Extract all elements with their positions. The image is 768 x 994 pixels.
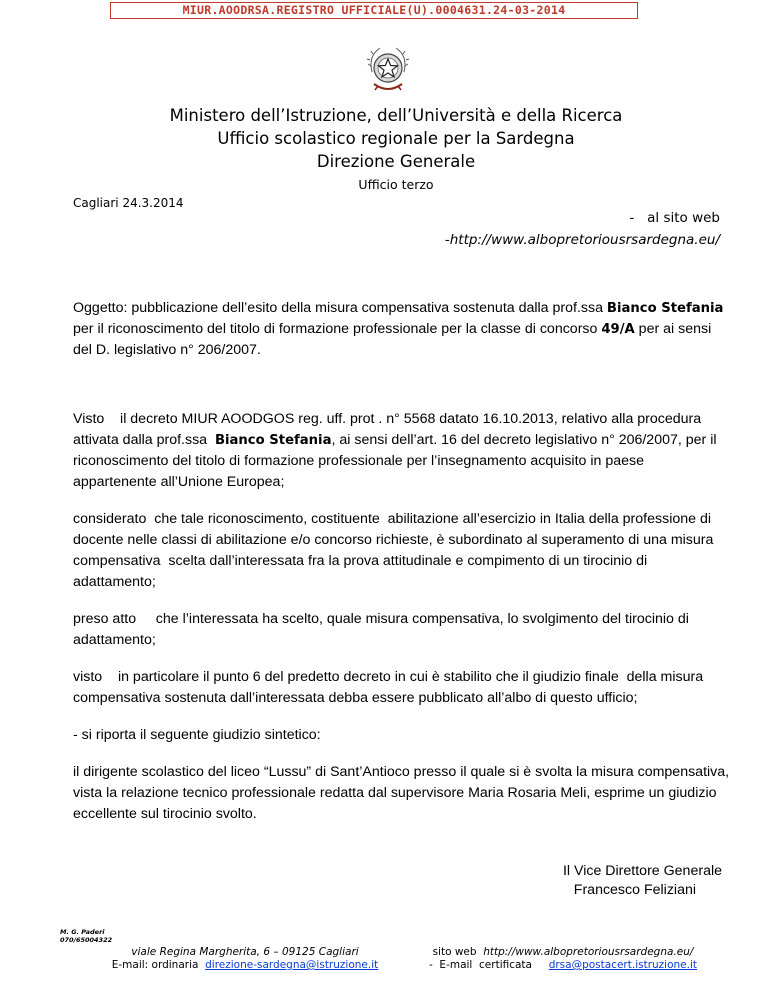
pec-label: - E-mail certificata: [428, 959, 549, 971]
recipient-block: [445, 207, 720, 251]
riporta-paragraph: - si riporta il seguente giudizio sintetico:: [73, 727, 321, 743]
signatory-name: Francesco Feliziani: [573, 882, 696, 898]
email-line: [80, 959, 410, 972]
email-label: E-mail: ordinaria: [111, 959, 206, 971]
republic-emblem-icon: [366, 42, 410, 96]
signature-block: [563, 862, 722, 900]
visto-person-name: Bianco Stefania: [214, 433, 332, 448]
pec-email-link[interactable]: drsa@postacert.istruzione.it: [548, 959, 698, 971]
footer-contacts-right: [408, 946, 718, 972]
footer-contacts-left: [80, 946, 410, 972]
drafter-phone: 070/65004322: [60, 936, 113, 944]
website-label: sito web: [432, 946, 484, 958]
pec-line: [408, 959, 718, 972]
ministry-name: Ministero dell’Istruzione, dell’Università e della Ricerca: [169, 106, 623, 125]
subject-paragraph: [73, 298, 733, 361]
website-link[interactable]: http://www.albopretoriousrsardegna.eu/: [483, 946, 694, 958]
recipient-url[interactable]: http://www.albopretoriousrsardegna.eu/: [449, 232, 720, 248]
preso-atto-paragraph: preso atto che l’interessata ha scelto, quale misura compensativa, lo svolgimento del tirocinio di adattamento;: [73, 611, 693, 648]
letterhead: [0, 104, 768, 192]
subject-text: Oggetto: pubblicazione dell’esito della misura compensativa sostenuta dalla prof.ssa: [73, 300, 607, 316]
subject-text-continued: per il riconoscimento del titolo di formazione professionale per la classe di concorso: [73, 321, 602, 337]
visto-punto6-paragraph: visto in particolare il punto 6 del predetto decreto in cui è stabilito che il giudizio finale della misura compensativa sostenuta dall’interessata debba essere pubblicato all’albo di questo ufficio;: [73, 669, 708, 706]
subject-person-name: Bianco Stefania: [606, 301, 724, 316]
email-link[interactable]: direzione-sardegna@istruzione.it: [205, 959, 379, 971]
website-line: [408, 946, 718, 959]
signatory-title: Il Vice Direttore Generale: [562, 863, 722, 879]
protocol-stamp: MIUR.AOODRSA.REGISTRO UFFICIALE(U).0004631.24-03-2014: [110, 2, 638, 19]
letter-body: [73, 298, 733, 841]
subject-text-end: per ai sensi del D. legislativo n° 206/2007.: [73, 321, 712, 358]
recipient-dash: -: [444, 232, 450, 248]
recipient-line: - al sito web: [629, 210, 720, 226]
recipient-url-line: [445, 229, 720, 251]
visto-text: Visto il decreto MIUR AOODGOS reg. uff. prot . n° 5568 datato 16.10.2013, relativo alla procedura attivata dalla prof.ssa: [73, 411, 706, 448]
drafter-initials: [60, 928, 112, 944]
visto-decree-paragraph: [73, 409, 733, 493]
place-date: Cagliari 24.3.2014: [73, 196, 184, 210]
drafter-name: M. G. Paderi: [60, 928, 105, 936]
considerato-paragraph: considerato che tale riconoscimento, costituente abilitazione all’esercizio in Italia della professione di docente nelle classi di abilitazione e/o concorso richieste, è subordinato al superamento di una misura compensativa scelta dall’interessata fra la prova attitudinale e compimento di un tirocinio di adattamento;: [73, 511, 718, 590]
directorate-name: Direzione Generale: [316, 152, 476, 171]
visto-text-continued: , ai sensi dell’art. 16 del decreto legislativo n° 206/2007, per il riconoscimento del titolo di formazione professionale per l’insegnamento acquisito in paese appartenente all’Unione Europea;: [73, 432, 721, 490]
regional-office-name: Ufficio scolastico regionale per la Sardegna: [217, 129, 575, 148]
office-name: Ufficio terzo: [358, 177, 434, 192]
subject-class-code: 49/A: [601, 322, 635, 337]
office-address: viale Regina Margherita, 6 – 09125 Cagliari: [131, 946, 359, 958]
giudizio-paragraph: il dirigente scolastico del liceo “Lussu” di Sant’Antioco presso il quale si è svolta la misura compensativa, vista la relazione tecnico professionale redatta dal supervisore Maria Rosaria Meli, esprime un giudizio eccellente sul tirocinio svolto.: [73, 764, 730, 822]
